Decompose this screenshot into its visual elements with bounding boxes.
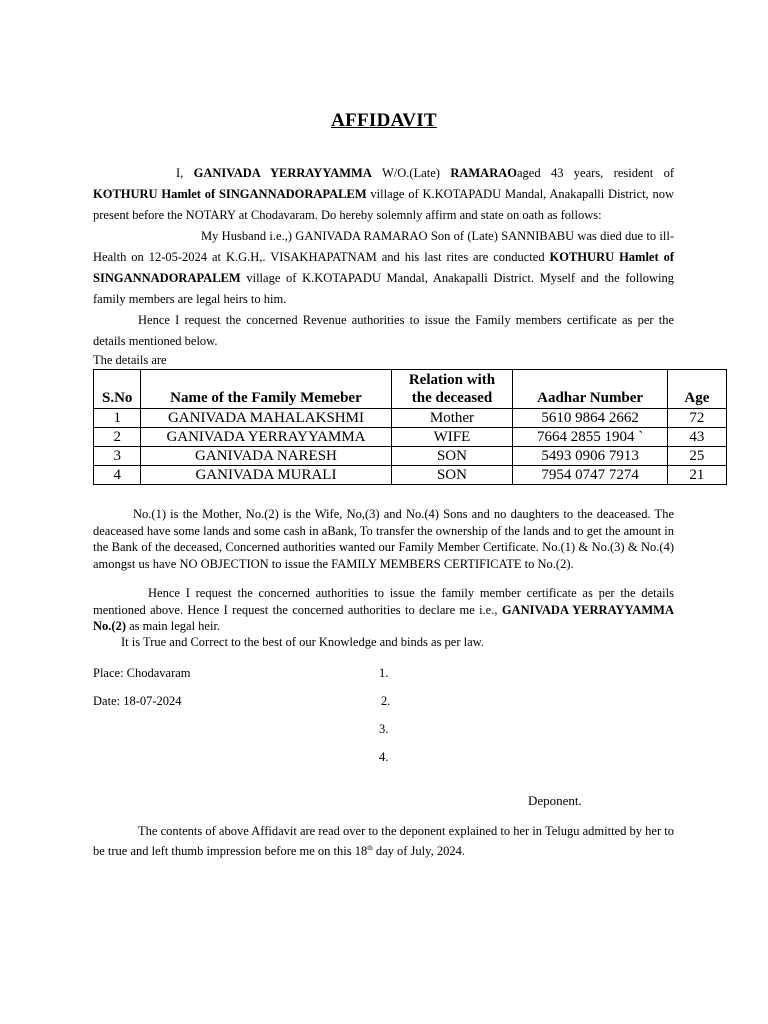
header-relation: Relation with the deceased — [391, 370, 513, 409]
cell-aadhar: 5493 0906 7913 — [513, 447, 667, 466]
header-aadhar: Aadhar Number — [513, 370, 667, 409]
cell-relation: SON — [391, 466, 513, 485]
cell-age: 72 — [667, 409, 726, 428]
document-title: AFFIDAVIT — [331, 110, 437, 131]
cell-sno: 1 — [94, 409, 141, 428]
date-line: Date: 18-07-2024 — [93, 694, 182, 708]
cell-relation: SON — [391, 447, 513, 466]
cell-name: GANIVADA YERRAYYAMMA — [141, 428, 391, 447]
table-row — [94, 466, 727, 485]
table-row — [94, 409, 727, 428]
cell-name: GANIVADA NARESH — [141, 447, 391, 466]
declaration-paragraph: Hence I request the concerned authorities to issue the family member certificate as per the details mentioned above. Hence I request the concerned authorities to declare me i.e., GANIVADA YERRAYYAMMA No.(2) as main legal heir. — [93, 586, 675, 633]
cell-age: 25 — [667, 447, 726, 466]
notary-closing-paragraph: The contents of above Affidavit are read over to the deponent explained to her in Telugu admitted by her to be true and left thumb impression before me on this 18th day of July, 2024. — [93, 824, 674, 858]
cell-name: GANIVADA MURALI — [141, 466, 391, 485]
header-age: Age — [667, 370, 726, 409]
witness-2: 2. — [381, 694, 391, 708]
request-paragraph: Hence I request the concerned Revenue authorities to issue the Family members certificate as per the details mentioned below. — [93, 313, 674, 348]
cell-relation: Mother — [391, 409, 513, 428]
table-header-row — [94, 370, 727, 409]
witness-4: 4. — [379, 750, 389, 764]
table-row — [94, 447, 727, 466]
header-sno: S.No — [94, 370, 141, 409]
intro-paragraph: I, GANIVADA YERRAYYAMMA W/O.(Late) RAMARAOaged 43 years, resident of KOTHURU Hamlet of SINGANNADORAPALEM village of K.KOTAPADU Mandal, Anakapalli District, now present before the NOTARY at Chodavaram. Do hereby solemnly affirm and state on oath as follows: — [93, 166, 674, 222]
cell-sno: 2 — [94, 428, 141, 447]
objection-paragraph: No.(1) is the Mother, No.(2) is the Wife, No,(3) and No.(4) Sons and no daughters to the deaceased. The deaceased have some lands and some cash in aBank, To transfer the ownership of the lands and to get the amount in the Bank of the deceased, Concerned authorities wanted our Family Member Certificate. No.(1) & No.(3) & No.(4) amongst us have NO OBJECTION to issue the FAMILY MEMBERS CERTIFICATE to No.(2). — [93, 507, 674, 571]
details-label: The details are — [93, 353, 167, 367]
cell-aadhar: 7954 0747 7274 — [513, 466, 667, 485]
cell-age: 21 — [667, 466, 726, 485]
husband-paragraph: My Husband i.e.,) GANIVADA RAMARAO Son of (Late) SANNIBABU was died due to ill-Health on 12-05-2024 at K.G.H,. VISAKHAPATNAM and his last rites are conducted KOTHURU Hamlet of SINGANNADORAPALEM village of K.KOTAPADU Mandal, Anakapalli District. Myself and the following family members are legal heirs to him. — [93, 229, 674, 306]
cell-aadhar: 7664 2855 1904 ` — [513, 428, 667, 447]
cell-sno: 4 — [94, 466, 141, 485]
witness-1: 1. — [379, 666, 389, 680]
cell-relation: WIFE — [391, 428, 513, 447]
family-members-table — [93, 369, 727, 485]
deponent-label: Deponent. — [528, 793, 582, 808]
cell-aadhar: 5610 9864 2662 — [513, 409, 667, 428]
witness-3: 3. — [379, 722, 389, 736]
cell-age: 43 — [667, 428, 726, 447]
place-line: Place: Chodavaram — [93, 666, 191, 680]
true-correct-statement: It is True and Correct to the best of our Knowledge and binds as per law. — [121, 635, 485, 649]
cell-sno: 3 — [94, 447, 141, 466]
header-name: Name of the Family Memeber — [141, 370, 391, 409]
table-row — [94, 428, 727, 447]
cell-name: GANIVADA MAHALAKSHMI — [141, 409, 391, 428]
